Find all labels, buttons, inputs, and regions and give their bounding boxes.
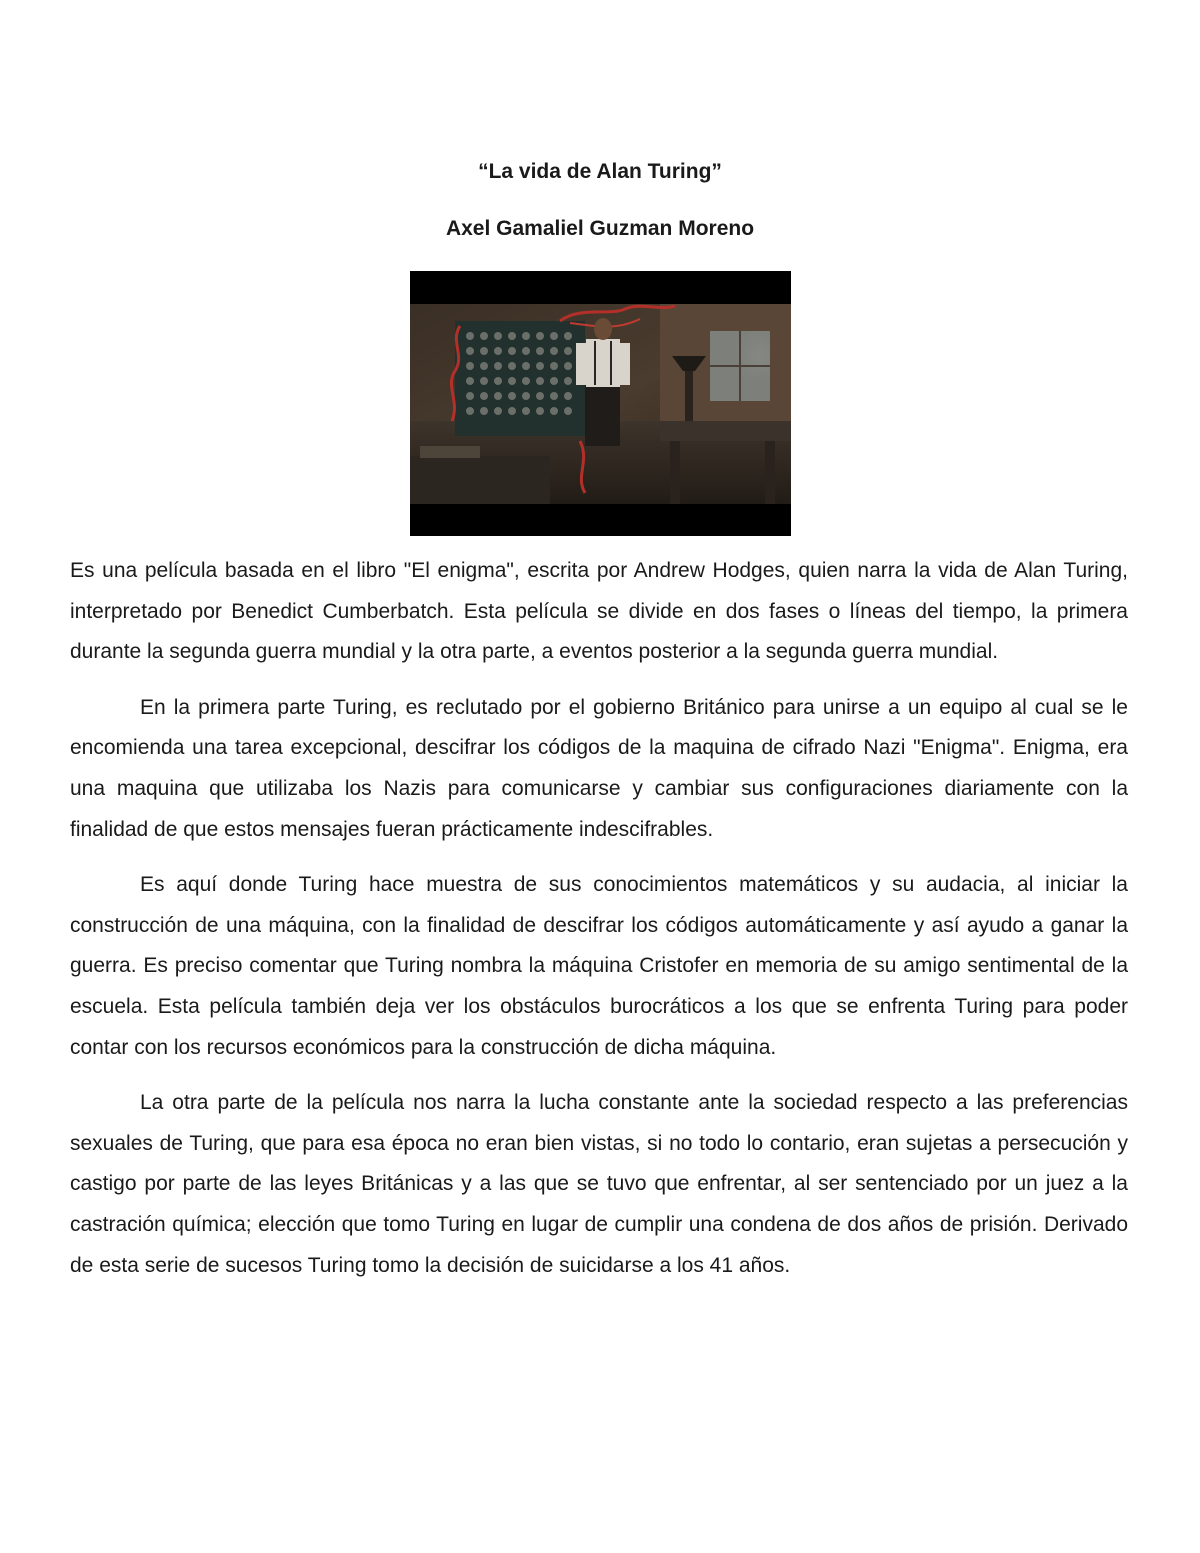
film-still-illustration (410, 271, 791, 536)
paragraph-2: En la primera parte Turing, es reclutado por el gobierno Británico para unirse a un equipo al cual se le encomienda una tarea excepcional, descifrar los códigos de la maquina de cifrado Nazi "Enigma". Enigma, era una maquina que utilizaba los Nazis para comunicarse y cambiar sus configuraciones diariamente con la finalidad de que estos mensajes fueran prácticamente indescifrables. (70, 695, 1128, 841)
film-still-image (410, 271, 791, 536)
document-title: “La vida de Alan Turing” (478, 160, 722, 183)
paragraph-1: Es una película basada en el libro "El enigma", escrita por Andrew Hodges, quien narra la vida de Alan Turing, interpretado por Benedict Cumberbatch. Esta película se divide en dos fases o líneas del tiempo, la primera durante la segunda guerra mundial y la otra parte, a eventos posterior a la segunda guerra mundial. (70, 559, 1128, 664)
document-author: Axel Gamaliel Guzman Moreno (445, 217, 755, 240)
paragraph-4: La otra parte de la película nos narra la lucha constante ante la sociedad respecto a las preferencias sexuales de Turing, que para esa época no eran bien vistas, si no todo lo contario, eran sujetas a persecución y castigo por parte de las leyes Británicas y a las que se tuvo que enfrentar, al ser sentenciado por un juez a la castración química; elección que tomo Turing en lugar de cumplir una condena de dos años de prisión. Derivado de esta serie de sucesos Turing tomo la decisión de suicidarse a los 41 años. (70, 1091, 1128, 1277)
paragraph-3: Es aquí donde Turing hace muestra de sus conocimientos matemáticos y su audacia, al iniciar la construcción de una máquina, con la finalidad de descifrar los códigos automáticamente y así ayudo a ganar la guerra. Es preciso comentar que Turing nombra la máquina Cristofer en memoria de su amigo sentimental de la escuela. Esta película también deja ver los obstáculos burocráticos a los que se enfrenta Turing para poder contar con los recursos económicos para la construcción de dicha máquina. (70, 873, 1128, 1059)
document-body (70, 551, 1128, 1301)
